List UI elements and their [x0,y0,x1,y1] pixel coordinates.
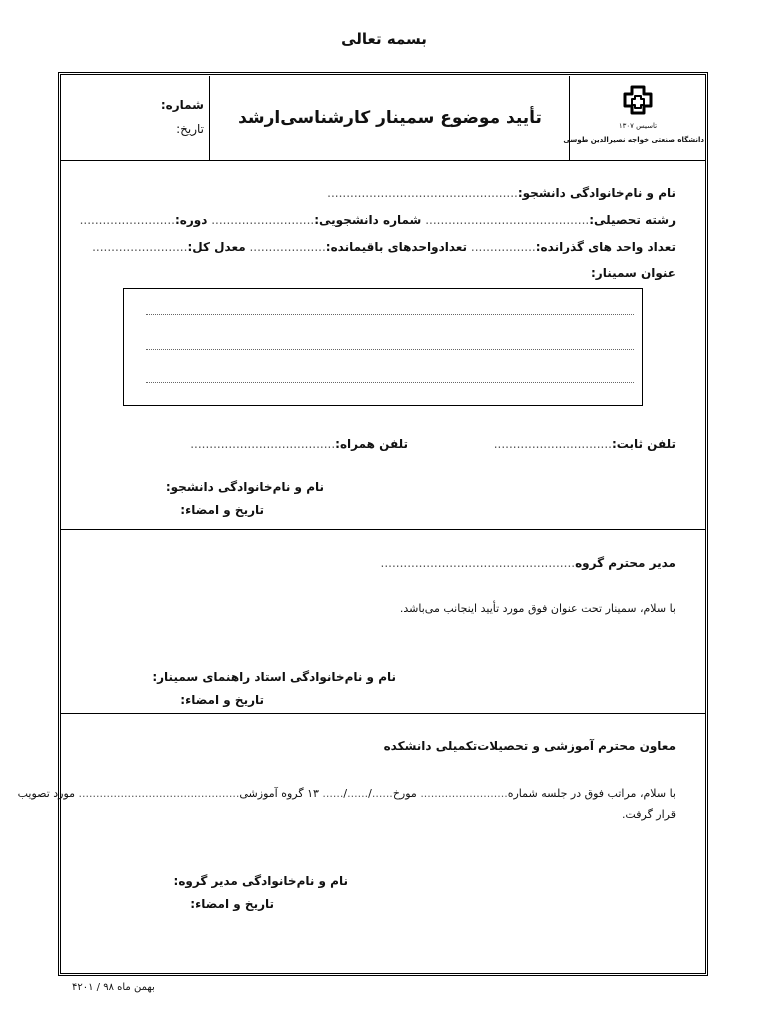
major-row [80,213,676,227]
landline-row [494,437,676,451]
mobile-field[interactable]: ...................................... [190,437,336,451]
header-logo-divider [569,76,570,160]
seminar-title-label: عنوان سمینار: [590,266,676,280]
form-frame [58,72,708,976]
units-remaining-label: تعدادواحدهای باقیمانده: [325,240,468,254]
dated-label: مورخ [392,787,417,800]
major-field[interactable]: ........................................... [425,213,590,227]
student-name-field[interactable]: .................................................. [327,186,518,200]
seminar-title-line-2 [146,349,634,350]
section-divider-2 [61,713,705,714]
deputy-body-end: قرار گرفت. [621,808,676,821]
logo-established: تاسیس ۱۳۰۷ [618,122,658,130]
seminar-title-line-3 [146,382,634,383]
header-divider [61,160,705,161]
date-year-field[interactable]: ...... [322,787,344,800]
department-field[interactable]: .............................................. [78,787,240,800]
advisor-body: با سلام، سمینار تحت عنوان فوق مورد تأیید اینجانب می‌باشد. [399,602,676,615]
mobile-row [190,437,408,451]
course-field[interactable]: ......................... [79,213,175,227]
date-month-field[interactable]: ...... [347,787,369,800]
units-remaining-field[interactable]: .................... [249,240,326,254]
deputy-body-start: با سلام، مراتب فوق در جلسه شماره [507,787,676,800]
head-sign-name-label: نام و نام‌خانوادگی مدیر گروه: [173,874,348,888]
major-label: رشته تحصیلی: [589,213,676,227]
student-name-label: نام و نام‌خانوادگی دانشجو: [517,186,676,200]
deputy-body-row: با سلام، مراتب فوق در جلسه شماره......................... مورخ....../....../...... ۱۳ گروه آموزشی.............................................. مورد تصویب [17,787,676,800]
header-date-label: تاریخ: [176,122,204,136]
student-sign-name-label: نام و نام‌خانوادگی دانشجو: [165,480,324,494]
advisor-sign-date-label: تاریخ و امضاء: [180,693,264,707]
head-sign-date-label: تاریخ و امضاء: [190,897,274,911]
landline-label: تلفن ثابت: [611,437,676,451]
course-label: دوره: [174,213,208,227]
footer-form-code: بهمن ماه ۹۸ / ۴۲۰۱ [72,982,155,993]
seminar-title-line-1 [146,314,634,315]
gpa-label: معدل کل: [187,240,246,254]
date-day-field[interactable]: ...... [371,787,393,800]
advisor-greeting-row [381,556,676,570]
units-passed-label: تعداد واحد های گذرانده: [535,240,676,254]
form-title: تأیید موضوع سمینار کارشناسی‌ارشد [238,108,542,128]
number-label: شماره: [160,98,204,112]
advisor-greeting: مدیر محترم گروه [575,556,676,570]
student-sign-date-label: تاریخ و امضاء: [180,503,264,517]
units-passed-field[interactable]: ................. [470,240,536,254]
gpa-field[interactable]: ......................... [92,240,188,254]
deputy-greeting: معاون محترم آموزشی و تحصیلات‌تکمیلی دانشکده [383,739,676,753]
units-row [92,240,676,254]
section-divider-1 [61,529,705,530]
header-number-divider [209,76,210,160]
university-logo-icon [618,84,658,120]
university-logo-block [563,80,704,156]
logo-university-name: دانشگاه صنعتی خواجه نصیرالدین طوسی [563,136,704,144]
student-id-label: شماره دانشجویی: [314,213,422,227]
year-suffix: ۱۳ گروه آموزشی [239,787,319,800]
mobile-label: تلفن همراه: [335,437,408,451]
basmala-heading: بسمه تعالی [341,30,427,48]
student-id-field[interactable]: ........................... [211,213,315,227]
seminar-title-box[interactable] [123,288,643,406]
advisor-sign-name-label: نام و نام‌خانوادگی استاد راهنمای سمینار: [152,670,396,684]
group-name-field[interactable]: ................................................... [380,556,576,570]
approval-text: مورد تصویب [17,787,76,800]
student-name-row [327,186,676,200]
session-number-field[interactable]: ......................... [420,787,508,800]
landline-field[interactable]: ............................... [493,437,612,451]
